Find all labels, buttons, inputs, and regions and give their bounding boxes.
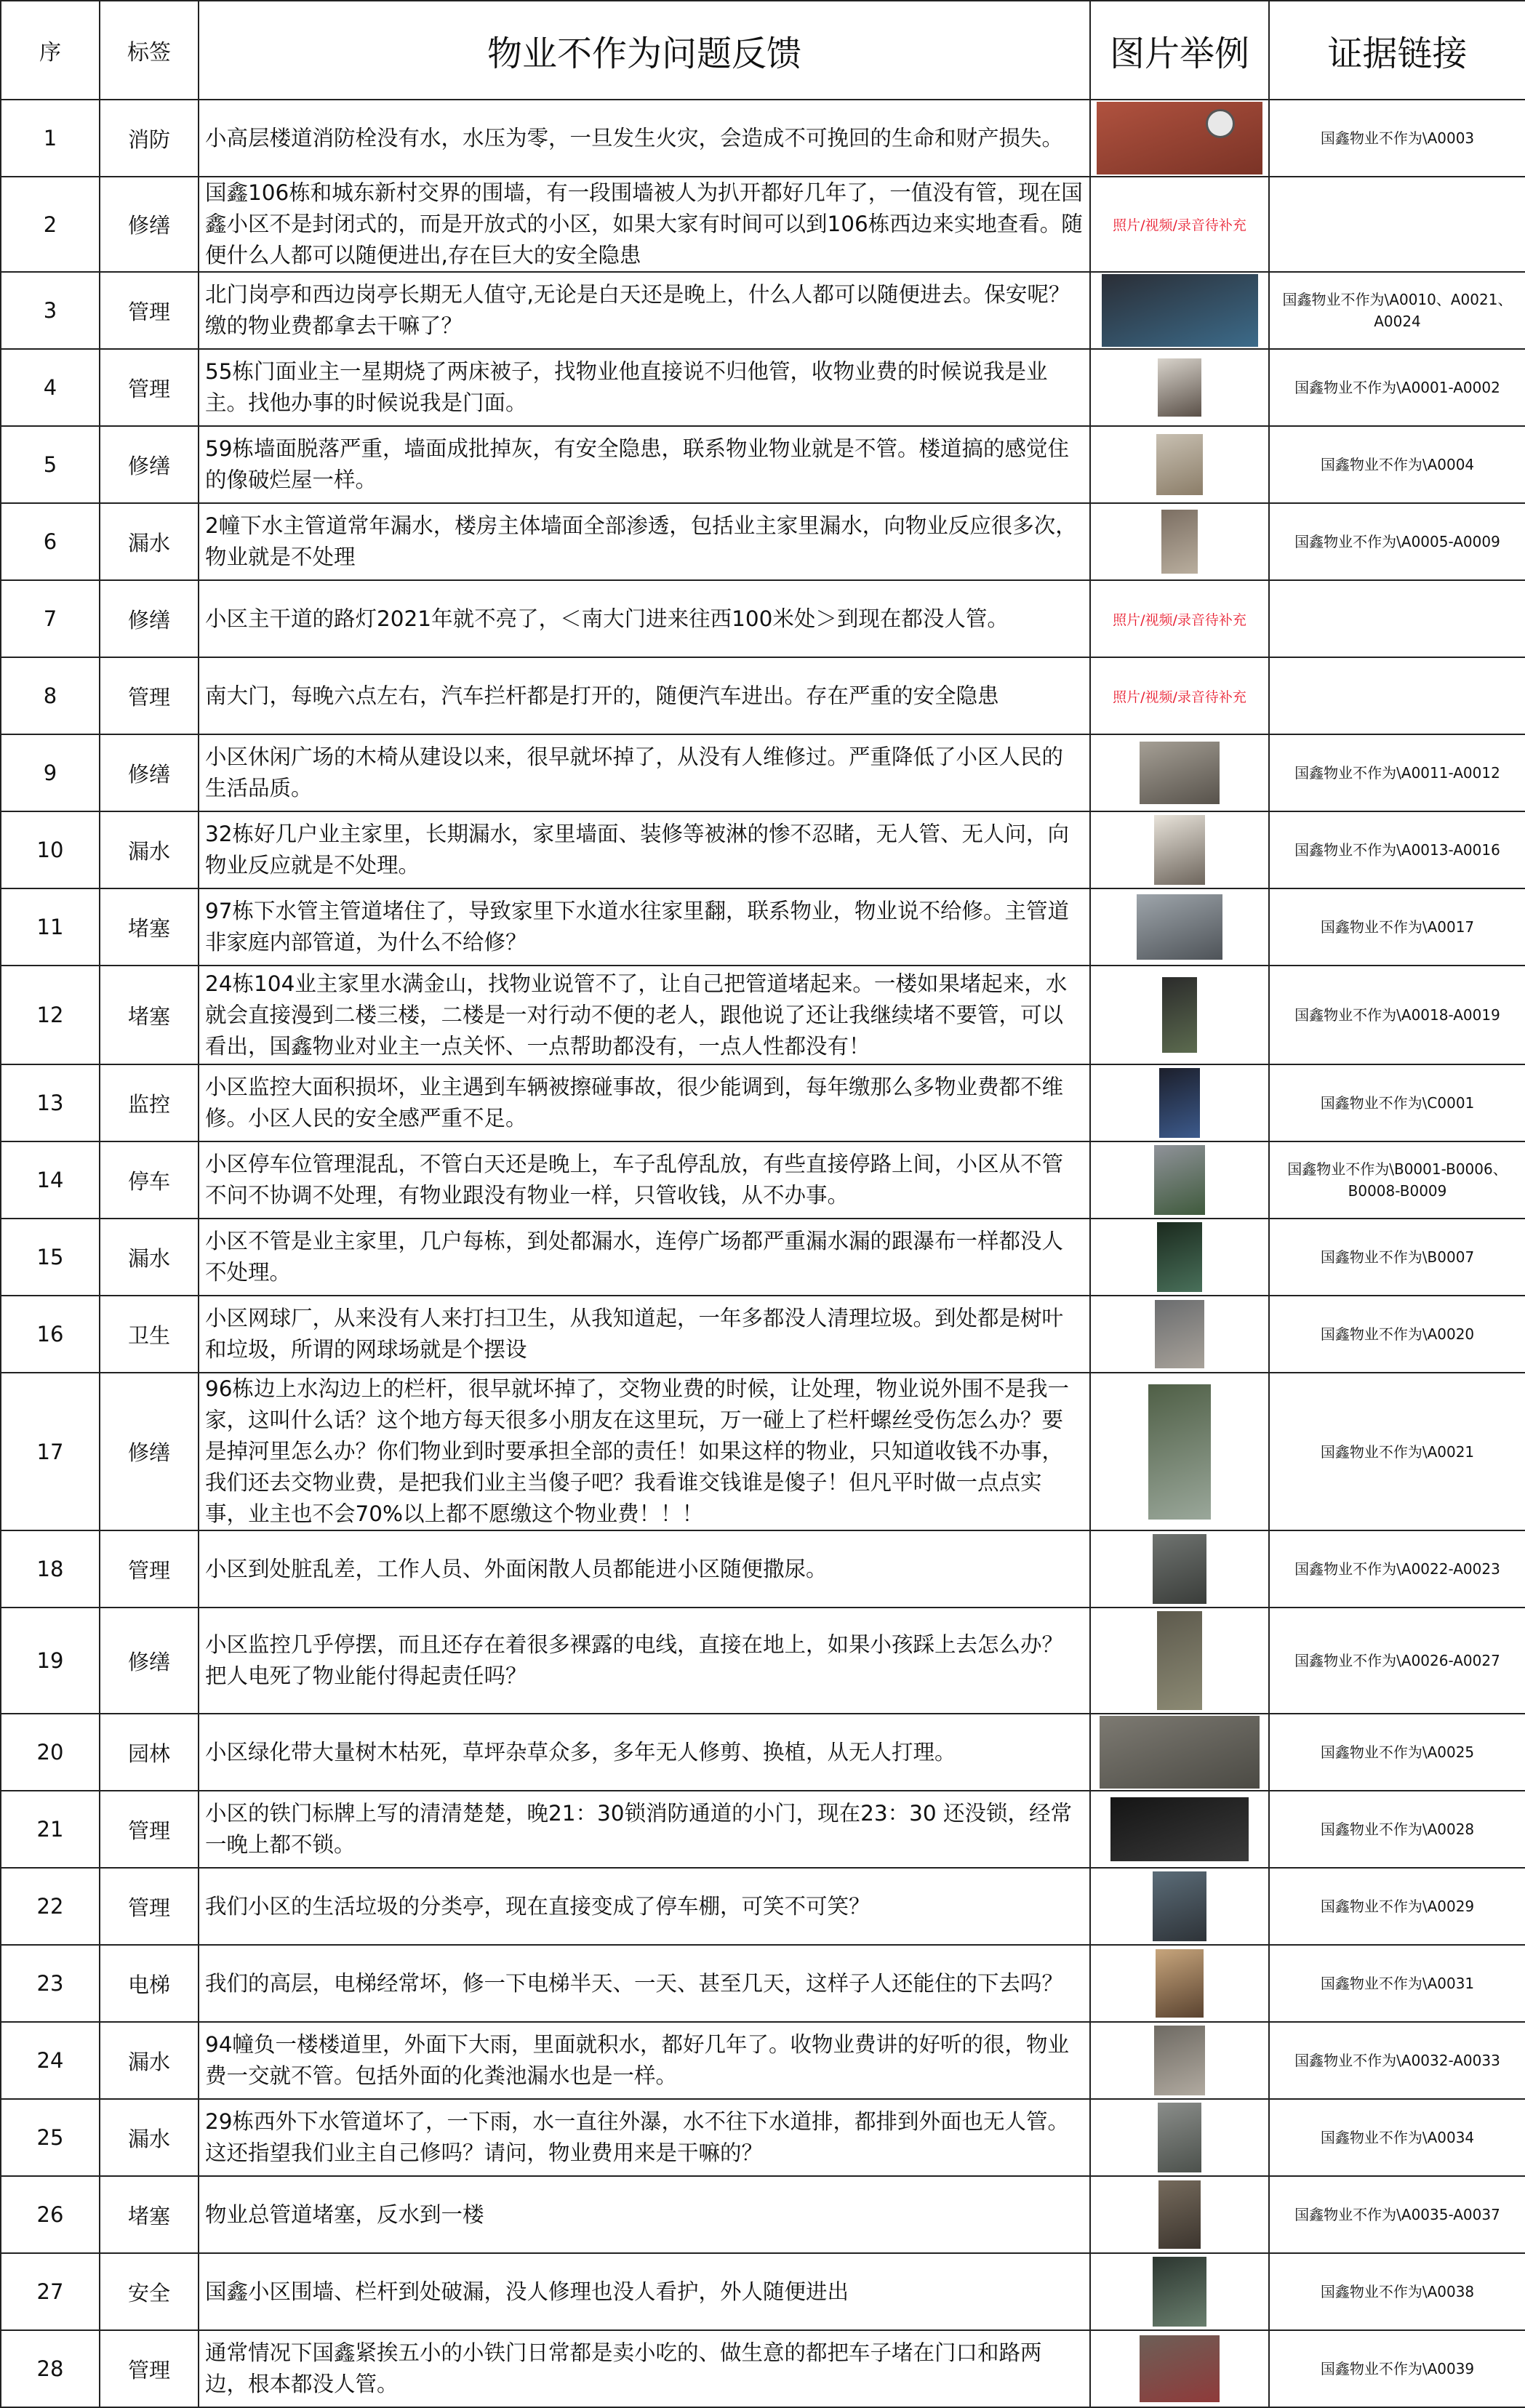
- evidence-photo[interactable]: [1157, 1222, 1202, 1292]
- row-image-cell: [1090, 811, 1269, 888]
- table-row: [1, 100, 1525, 177]
- row-description: 97栋下水管主管道堵住了，导致家里下水道水往家里翻，联系物业，物业说不给修。主管道非家庭内部管道，为什么不给修？: [199, 888, 1090, 966]
- table-row: [1, 426, 1525, 503]
- row-tag: 修缮: [100, 734, 199, 811]
- row-evidence-link[interactable]: 国鑫物业不作为\A0018-A0019: [1269, 966, 1525, 1064]
- row-seq: 5: [1, 426, 100, 503]
- evidence-photo[interactable]: [1137, 894, 1222, 960]
- row-image-cell: [1090, 1141, 1269, 1219]
- evidence-photo[interactable]: [1157, 1611, 1202, 1710]
- pending-evidence-note: 照片/视频/录音待补充: [1113, 611, 1246, 628]
- row-seq: 6: [1, 503, 100, 580]
- header-seq: 序: [1, 1, 100, 100]
- row-tag: 停车: [100, 1141, 199, 1219]
- row-tag: 管理: [100, 1868, 199, 1945]
- row-tag: 漏水: [100, 1219, 199, 1296]
- row-evidence-link[interactable]: 国鑫物业不作为\B0001-B0006、B0008-B0009: [1269, 1141, 1525, 1219]
- evidence-photo[interactable]: [1153, 1871, 1206, 1941]
- row-seq: 10: [1, 811, 100, 888]
- evidence-photo[interactable]: [1154, 815, 1205, 885]
- row-seq: 1: [1, 100, 100, 177]
- row-seq: 4: [1, 349, 100, 426]
- row-tag: 漏水: [100, 503, 199, 580]
- row-description: 2幢下水主管道常年漏水，楼房主体墙面全部渗透，包括业主家里漏水，向物业反应很多次，物业就是不处理: [199, 503, 1090, 580]
- row-evidence-link[interactable]: 国鑫物业不作为\B0007: [1269, 1219, 1525, 1296]
- table-row: [1, 580, 1525, 657]
- row-image-cell: [1090, 2099, 1269, 2176]
- evidence-photo[interactable]: [1156, 1949, 1204, 2018]
- row-image-cell: [1090, 272, 1269, 349]
- evidence-photo[interactable]: [1153, 1534, 1206, 1604]
- row-evidence-link[interactable]: 国鑫物业不作为\A0010、A0021、A0024: [1269, 272, 1525, 349]
- row-seq: 2: [1, 177, 100, 272]
- row-image-cell: [1090, 1945, 1269, 2022]
- table-row: [1, 1064, 1525, 1141]
- row-image-cell: [1090, 2330, 1269, 2407]
- row-evidence-link[interactable]: 国鑫物业不作为\A0028: [1269, 1791, 1525, 1868]
- evidence-photo[interactable]: [1156, 434, 1203, 495]
- row-image-cell: [1090, 580, 1269, 657]
- row-seq: 18: [1, 1530, 100, 1608]
- row-tag: 漏水: [100, 2099, 199, 2176]
- row-seq: 17: [1, 1373, 100, 1530]
- row-image-cell: [1090, 966, 1269, 1064]
- row-evidence-link[interactable]: 国鑫物业不作为\A0020: [1269, 1296, 1525, 1373]
- row-image-cell: [1090, 2176, 1269, 2253]
- table-row: [1, 657, 1525, 734]
- evidence-photo[interactable]: [1155, 1300, 1204, 1368]
- row-tag: 园林: [100, 1714, 199, 1791]
- table-row: [1, 2099, 1525, 2176]
- row-tag: 修缮: [100, 177, 199, 272]
- table-row: [1, 1141, 1525, 1219]
- row-description: 北门岗亭和西边岗亭长期无人值守,无论是白天还是晚上，什么人都可以随便进去。保安呢？缴的物业费都拿去干嘛了？: [199, 272, 1090, 349]
- row-image-cell: [1090, 2253, 1269, 2330]
- row-image-cell: [1090, 349, 1269, 426]
- table-row: [1, 503, 1525, 580]
- row-seq: 15: [1, 1219, 100, 1296]
- row-description: 通常情况下国鑫紧挨五小的小铁门日常都是卖小吃的、做生意的都把车子堵在门口和路两边，根本都没人管。: [199, 2330, 1090, 2407]
- row-tag: 卫生: [100, 1296, 199, 1373]
- row-seq: 8: [1, 657, 100, 734]
- row-tag: 修缮: [100, 1608, 199, 1714]
- row-description: 小区绿化带大量树木枯死，草坪杂草众多，多年无人修剪、换植，从无人打理。: [199, 1714, 1090, 1791]
- header-image: 图片举例: [1090, 1, 1269, 100]
- row-description: 小高层楼道消防栓没有水，水压为零，一旦发生火灾，会造成不可挽回的生命和财产损失。: [199, 100, 1090, 177]
- row-image-cell: [1090, 1530, 1269, 1608]
- row-description: 南大门，每晚六点左右，汽车拦杆都是打开的，随便汽车进出。存在严重的安全隐患: [199, 657, 1090, 734]
- row-seq: 28: [1, 2330, 100, 2407]
- row-evidence-link[interactable]: 国鑫物业不作为\A0038: [1269, 2253, 1525, 2330]
- row-description: 小区监控大面积损坏，业主遇到车辆被擦碰事故，很少能调到，每年缴那么多物业费都不维修。小区人民的安全感严重不足。: [199, 1064, 1090, 1141]
- row-image-cell: [1090, 1791, 1269, 1868]
- row-tag: 安全: [100, 2253, 199, 2330]
- evidence-photo[interactable]: [1140, 2335, 1220, 2402]
- evidence-photo[interactable]: [1140, 742, 1220, 804]
- row-evidence-link[interactable]: 国鑫物业不作为\A0003: [1269, 100, 1525, 177]
- row-image-cell: [1090, 888, 1269, 966]
- table-row: [1, 1868, 1525, 1945]
- row-image-cell: [1090, 503, 1269, 580]
- table-row: [1, 2330, 1525, 2407]
- row-tag: 修缮: [100, 1373, 199, 1530]
- table-row: [1, 1296, 1525, 1373]
- evidence-photo[interactable]: [1162, 977, 1197, 1053]
- row-description: 小区的铁门标牌上写的清清楚楚，晚21：30锁消防通道的小门，现在23：30 还没锁，经常一晚上都不锁。: [199, 1791, 1090, 1868]
- header-link: 证据链接: [1269, 1, 1525, 100]
- row-tag: 管理: [100, 2330, 199, 2407]
- header-tag: 标签: [100, 1, 199, 100]
- row-evidence-link[interactable]: 国鑫物业不作为\A0017: [1269, 888, 1525, 966]
- table-row: [1, 1945, 1525, 2022]
- table-row: [1, 349, 1525, 426]
- evidence-photo[interactable]: [1154, 2026, 1205, 2095]
- row-seq: 24: [1, 2022, 100, 2099]
- row-evidence-link[interactable]: 国鑫物业不作为\C0001: [1269, 1064, 1525, 1141]
- row-description: 96栋边上水沟边上的栏杆，很早就坏掉了，交物业费的时候，让处理，物业说外围不是我一家，这叫什么话？这个地方每天很多小朋友在这里玩，万一碰上了栏杆螺丝受伤怎么办？要是掉河里怎么办？你们物业到时要承担全部的责任！如果这样的物业，只知道收钱不办事，我们还去交物业费，是把我们业主当傻子吧？我看谁交钱谁是傻子！但凡平时做一点点实事，业主也不会70%以上都不愿缴这个物业费！！！: [199, 1373, 1090, 1530]
- evidence-photo[interactable]: [1110, 1797, 1249, 1861]
- row-seq: 22: [1, 1868, 100, 1945]
- evidence-photo[interactable]: [1161, 510, 1198, 574]
- row-description: 59栋墙面脱落严重，墙面成批掉灰，有安全隐患，联系物业物业就是不管。楼道搞的感觉住的像破烂屋一样。: [199, 426, 1090, 503]
- row-evidence-link[interactable]: 国鑫物业不作为\A0032-A0033: [1269, 2022, 1525, 2099]
- row-evidence-link[interactable]: 国鑫物业不作为\A0029: [1269, 1868, 1525, 1945]
- row-tag: 电梯: [100, 1945, 199, 2022]
- row-image-cell: [1090, 1219, 1269, 1296]
- table-row: [1, 1530, 1525, 1608]
- row-tag: 堵塞: [100, 966, 199, 1064]
- row-tag: 管理: [100, 1530, 199, 1608]
- row-tag: 堵塞: [100, 2176, 199, 2253]
- row-tag: 监控: [100, 1064, 199, 1141]
- row-description: 小区休闲广场的木椅从建设以来，很早就坏掉了，从没有人维修过。严重降低了小区人民的生活品质。: [199, 734, 1090, 811]
- row-evidence-link[interactable]: 国鑫物业不作为\A0021: [1269, 1373, 1525, 1530]
- table-row: [1, 272, 1525, 349]
- table-row: [1, 966, 1525, 1064]
- row-image-cell: [1090, 426, 1269, 503]
- row-evidence-link[interactable]: 国鑫物业不作为\A0026-A0027: [1269, 1608, 1525, 1714]
- row-tag: 管理: [100, 272, 199, 349]
- row-image-cell: [1090, 1714, 1269, 1791]
- row-description: 32栋好几户业主家里，长期漏水，家里墙面、装修等被淋的惨不忍睹，无人管、无人问，向物业反应就是不处理。: [199, 811, 1090, 888]
- evidence-photo[interactable]: [1100, 1716, 1260, 1789]
- table-row: [1, 2176, 1525, 2253]
- row-description: 国鑫小区围墙、栏杆到处破漏，没人修理也没人看护，外人随便进出: [199, 2253, 1090, 2330]
- evidence-photo[interactable]: [1097, 102, 1262, 174]
- table-row: [1, 811, 1525, 888]
- row-tag: 修缮: [100, 426, 199, 503]
- table-row: [1, 2022, 1525, 2099]
- header-row: [1, 1, 1525, 100]
- row-seq: 16: [1, 1296, 100, 1373]
- row-tag: 漏水: [100, 2022, 199, 2099]
- row-evidence-link[interactable]: 国鑫物业不作为\A0031: [1269, 1945, 1525, 2022]
- row-evidence-link[interactable]: [1269, 580, 1525, 657]
- row-seq: 27: [1, 2253, 100, 2330]
- row-description: 29栋西外下水管道坏了，一下雨，水一直往外瀑，水不往下水道排，都排到外面也无人管。这还指望我们业主自己修吗？请问，物业费用来是干嘛的？: [199, 2099, 1090, 2176]
- row-tag: 管理: [100, 1791, 199, 1868]
- row-description: 55栋门面业主一星期烧了两床被子，找物业他直接说不归他管，收物业费的时候说我是业主。找他办事的时候说我是门面。: [199, 349, 1090, 426]
- evidence-photo[interactable]: [1158, 2180, 1201, 2249]
- table-row: [1, 888, 1525, 966]
- row-evidence-link[interactable]: 国鑫物业不作为\A0005-A0009: [1269, 503, 1525, 580]
- row-evidence-link[interactable]: 国鑫物业不作为\A0022-A0023: [1269, 1530, 1525, 1608]
- row-description: 小区到处脏乱差，工作人员、外面闲散人员都能进小区随便撒尿。: [199, 1530, 1090, 1608]
- row-image-cell: [1090, 1608, 1269, 1714]
- row-evidence-link[interactable]: 国鑫物业不作为\A0025: [1269, 1714, 1525, 1791]
- row-tag: 消防: [100, 100, 199, 177]
- row-evidence-link[interactable]: 国鑫物业不作为\A0004: [1269, 426, 1525, 503]
- row-evidence-link[interactable]: 国鑫物业不作为\A0035-A0037: [1269, 2176, 1525, 2253]
- row-seq: 13: [1, 1064, 100, 1141]
- row-tag: 管理: [100, 657, 199, 734]
- table-row: [1, 1791, 1525, 1868]
- row-seq: 12: [1, 966, 100, 1064]
- table-row: [1, 2253, 1525, 2330]
- evidence-photo[interactable]: [1159, 1068, 1200, 1138]
- evidence-photo[interactable]: [1158, 358, 1201, 417]
- row-image-cell: [1090, 1296, 1269, 1373]
- row-description: 小区网球厂，从来没有人来打扫卫生，从我知道起，一年多都没人清理垃圾。到处都是树叶和垃圾，所谓的网球场就是个摆设: [199, 1296, 1090, 1373]
- row-tag: 漏水: [100, 811, 199, 888]
- row-seq: 14: [1, 1141, 100, 1219]
- evidence-photo[interactable]: [1154, 1145, 1205, 1215]
- row-seq: 26: [1, 2176, 100, 2253]
- row-description: 24栋104业主家里水满金山，找物业说管不了，让自己把管道堵起来。一楼如果堵起来，水就会直接漫到二楼三楼，二楼是一对行动不便的老人，跟他说了还让我继续堵不要管，可以看出，国鑫物业对业主一点关怀、一点帮助都没有，一点人性都没有！: [199, 966, 1090, 1064]
- row-evidence-link[interactable]: [1269, 657, 1525, 734]
- row-image-cell: [1090, 657, 1269, 734]
- row-seq: 3: [1, 272, 100, 349]
- row-seq: 19: [1, 1608, 100, 1714]
- row-description: 小区监控几乎停摆，而且还存在着很多裸露的电线，直接在地上，如果小孩踩上去怎么办？把人电死了物业能付得起责任吗？: [199, 1608, 1090, 1714]
- row-evidence-link[interactable]: 国鑫物业不作为\A0001-A0002: [1269, 349, 1525, 426]
- row-tag: 堵塞: [100, 888, 199, 966]
- row-image-cell: [1090, 177, 1269, 272]
- row-tag: 修缮: [100, 580, 199, 657]
- row-description: 国鑫106栋和城东新村交界的围墙，有一段围墙被人为扒开都好几年了，一值没有管，现在国鑫小区不是封闭式的，而是开放式的小区，如果大家有时间可以到106栋西边来实地查看。随便什么人都可以随便进出,存在巨大的安全隐患: [199, 177, 1090, 272]
- row-seq: 23: [1, 1945, 100, 2022]
- pending-evidence-note: 照片/视频/录音待补充: [1113, 689, 1246, 705]
- table-row: [1, 177, 1525, 272]
- row-evidence-link[interactable]: [1269, 177, 1525, 272]
- row-description: 物业总管道堵塞，反水到一楼: [199, 2176, 1090, 2253]
- row-image-cell: [1090, 2022, 1269, 2099]
- evidence-photo[interactable]: [1148, 1384, 1211, 1520]
- row-evidence-link[interactable]: 国鑫物业不作为\A0034: [1269, 2099, 1525, 2176]
- row-tag: 管理: [100, 349, 199, 426]
- table-row: [1, 734, 1525, 811]
- row-seq: 25: [1, 2099, 100, 2176]
- header-title: 物业不作为问题反馈: [199, 1, 1090, 100]
- row-seq: 20: [1, 1714, 100, 1791]
- gauge-icon: [1206, 109, 1235, 138]
- row-seq: 7: [1, 580, 100, 657]
- row-image-cell: [1090, 734, 1269, 811]
- row-image-cell: [1090, 1064, 1269, 1141]
- row-image-cell: [1090, 1373, 1269, 1530]
- table-row: [1, 1373, 1525, 1530]
- table-row: [1, 1219, 1525, 1296]
- row-description: 小区停车位管理混乱，不管白天还是晚上，车子乱停乱放，有些直接停路上间，小区从不管不问不协调不处理，有物业跟没有物业一样，只管收钱，从不办事。: [199, 1141, 1090, 1219]
- row-evidence-link[interactable]: 国鑫物业不作为\A0039: [1269, 2330, 1525, 2407]
- evidence-photo[interactable]: [1153, 2257, 1206, 2327]
- evidence-photo[interactable]: [1102, 274, 1258, 347]
- row-evidence-link[interactable]: 国鑫物业不作为\A0013-A0016: [1269, 811, 1525, 888]
- row-image-cell: [1090, 100, 1269, 177]
- evidence-photo[interactable]: [1158, 2103, 1201, 2172]
- row-seq: 21: [1, 1791, 100, 1868]
- row-evidence-link[interactable]: 国鑫物业不作为\A0011-A0012: [1269, 734, 1525, 811]
- table-row: [1, 1714, 1525, 1791]
- row-description: 94幢负一楼楼道里，外面下大雨，里面就积水，都好几年了。收物业费讲的好听的很，物业费一交就不管。包括外面的化粪池漏水也是一样。: [199, 2022, 1090, 2099]
- row-description: 小区不管是业主家里，几户每栋，到处都漏水，连停广场都严重漏水漏的跟瀑布一样都没人不处理。: [199, 1219, 1090, 1296]
- row-description: 我们小区的生活垃圾的分类亭，现在直接变成了停车棚，可笑不可笑？: [199, 1868, 1090, 1945]
- row-image-cell: [1090, 1868, 1269, 1945]
- pending-evidence-note: 照片/视频/录音待补充: [1113, 217, 1246, 233]
- table-row: [1, 1608, 1525, 1714]
- row-description: 我们的高层，电梯经常坏，修一下电梯半天、一天、甚至几天，这样子人还能住的下去吗？: [199, 1945, 1090, 2022]
- row-description: 小区主干道的路灯2021年就不亮了，＜南大门进来往西100米处＞到现在都没人管。: [199, 580, 1090, 657]
- row-seq: 9: [1, 734, 100, 811]
- row-seq: 11: [1, 888, 100, 966]
